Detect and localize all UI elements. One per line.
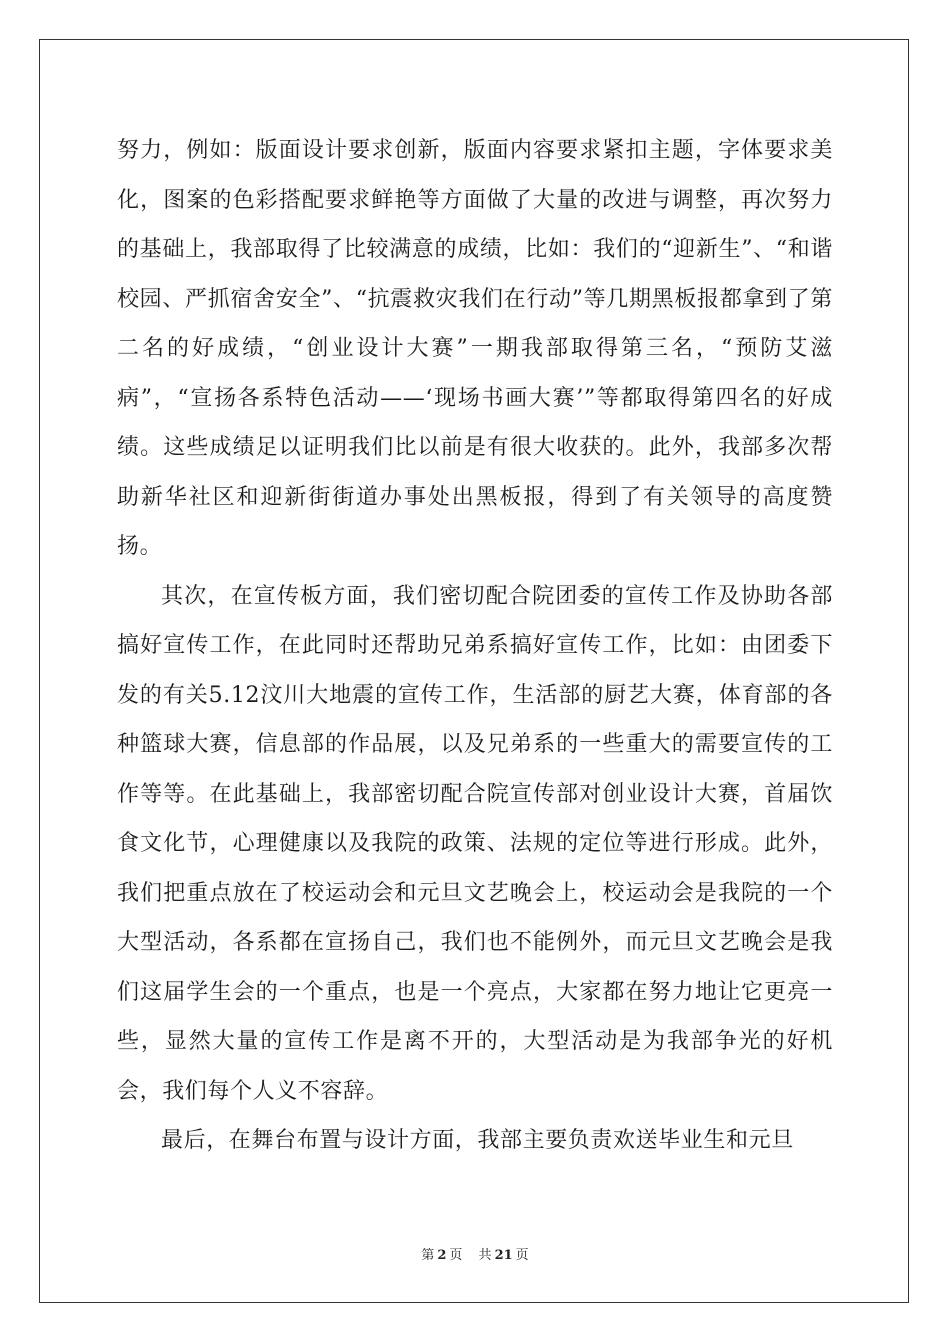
paragraph-continuation: 努力，例如：版面设计要求创新，版面内容要求紧扣主题，字体要求美化，图案的色彩搭配要求鲜艳等方面做了大量的改进与调整，再次努力的基础上，我部取得了比较满意的成绩，比如：我们的“迎新生”、“和谐校园、严抓宿舍安全”、“抗震救灾我们在行动”等几期黑板报都拿到了第二名的好成绩，“创业设计大赛”一期我部取得第三名，“预防艾滋病”，“宣扬各系特色活动——‘现场书画大赛’”等都取得第四名的好成绩。这些成绩足以证明我们比以前是有很大收获的。此外，我部多次帮助新华社区和迎新街街道办事处出黑板报，得到了有关领导的高度赞扬。 (117, 138, 833, 559)
total-pages: 21 (494, 1248, 513, 1263)
document-body (117, 126, 833, 1166)
total-indicator (476, 1248, 532, 1263)
total-prefix: 共 (478, 1248, 492, 1263)
page-footer (0, 1244, 950, 1263)
paragraph-third: 最后，在舞台布置与设计方面，我部主要负责欢送毕业生和元旦 (161, 1128, 794, 1153)
paragraph-second: 其次，在宣传板方面，我们密切配合院团委的宣传工作及协助各部搞好宣传工作，在此同时还帮助兄弟系搞好宣传工作，比如：由团委下发的有关5.12汶川大地震的宣传工作，生活部的厨艺大赛，体育部的各种篮球大赛，信息部的作品展，以及兄弟系的一些重大的需要宣传的工作等等。在此基础上，我部密切配合院宣传部对创业设计大赛，首届饮食文化节，心理健康以及我院的政策、法规的定位等进行形成。此外，我们把重点放在了校运动会和元旦文艺晚会上，校运动会是我院的一个大型活动，各系都在宣扬自己，我们也不能例外，而元旦文艺晚会是我们这届学生会的一个重点，也是一个亮点，大家都在努力地让它更亮一些，显然大量的宣传工作是离不开的，大型活动是为我部争光的好机会，我们每个人义不容辞。 (117, 583, 833, 1104)
total-suffix: 页 (515, 1248, 529, 1263)
page-indicator (418, 1248, 465, 1263)
page-number: 2 (437, 1248, 447, 1263)
page-prefix: 第 (421, 1248, 435, 1263)
page-suffix: 页 (449, 1248, 463, 1263)
